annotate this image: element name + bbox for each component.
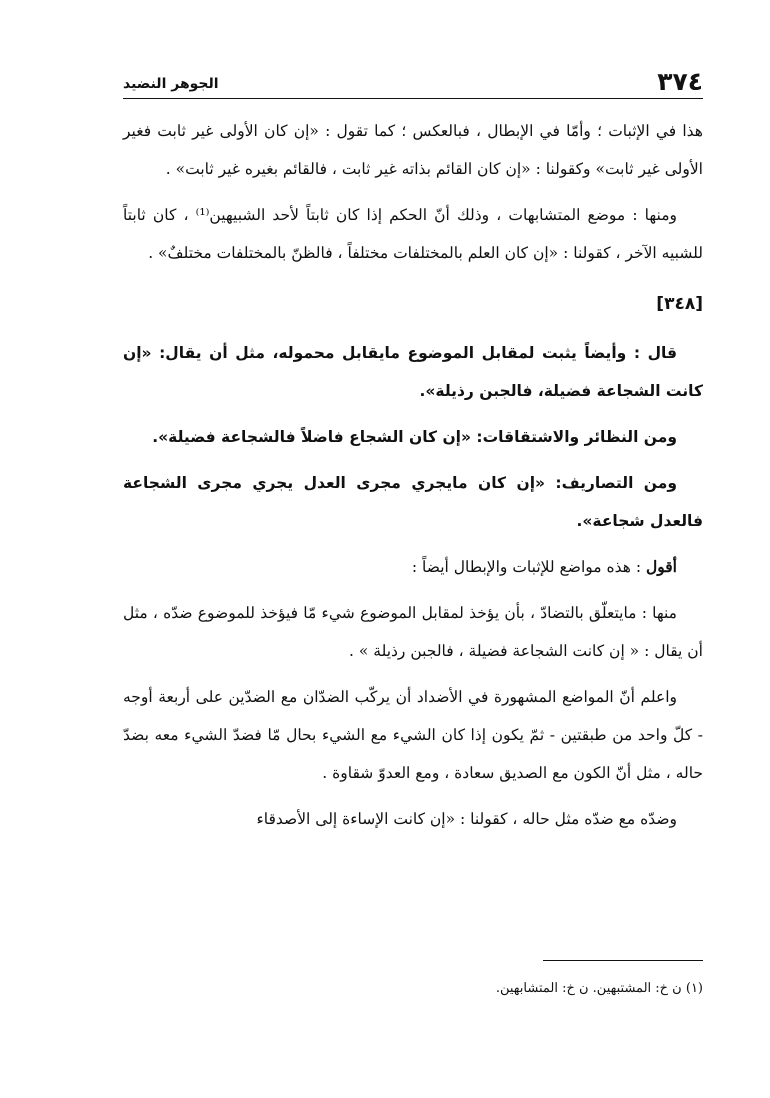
page-number: ٣٧٤ xyxy=(657,67,703,96)
quote-1 xyxy=(123,334,703,410)
commentary-1 xyxy=(123,548,703,586)
running-title: الجوهر النضيد xyxy=(123,76,219,92)
footnote: (١) ن خ: المشتبهين. ن خ: المتشابهين. xyxy=(495,981,703,996)
quote-1-lead: قال xyxy=(647,344,677,362)
page-header xyxy=(123,62,703,99)
quote-2: ومن النظائر والاشتقاقات: «إن كان الشجاع فاضلاً فالشجاعة فضيلة». xyxy=(152,428,677,446)
quote-1-text: : وأيضاً يثبت لمقابل الموضوع مايقابل محموله، مثل أن يقال: «إن كانت الشجاعة فضيلة، فالجبن رذيلة». xyxy=(123,344,703,400)
commentary-3: واعلم أنّ المواضع المشهورة في الأضداد أن يركّب الضدّان مع الضدّين على أربعة أوجه - كلّ واحد من طبقتين - ثمّ يكون إذا كان الشيء مع الشيء بحال مّا فضدّ الشيء معه بضدّ حاله ، مثل أنّ الكون مع الصديق سعادة ، ومع العدوّ شقاوة . xyxy=(123,688,703,782)
commentary-1-text: : هذه مواضع للإثبات والإبطال أيضاً : xyxy=(411,558,646,576)
commentary-4: وضدّه مع ضدّه مثل حاله ، كقولنا : «إن كانت الإساءة إلى الأصدقاء xyxy=(256,810,677,828)
commentary-1-lead: أقول xyxy=(646,557,677,576)
paragraph-2: ومنها : موضع المتشابهات ، وذلك أنّ الحكم إذا كان ثابتاً لأحد الشبيهين⁽¹⁾ ، كان ثابتاً للشبيه الآخر ، كقولنا : «إن كان العلم بالمختلفات مختلفاً ، فالظنّ بالمختلفات مختلفٌ» . xyxy=(123,206,703,262)
commentary-2: منها : مايتعلّق بالتضادّ ، بأن يؤخذ لمقابل الموضوع شيء مّا فيؤخذ للموضوع ضدّه ، مثل أن يقال : « إن كانت الشجاعة فضيلة ، فالجبن رذيلة » . xyxy=(123,604,703,660)
quote-3: ومن التصاريف: «إن كان مايجري مجرى العدل يجري مجرى الشجاعة فالعدل شجاعة». xyxy=(123,474,703,530)
body-text xyxy=(123,112,703,846)
section-number: [٣٤٨] xyxy=(656,294,703,314)
paragraph-1: هذا في الإثبات ؛ وأمّا في الإبطال ، فبالعكس ؛ كما تقول : «إن كان الأولى غير ثابت فغير الأولى غير ثابت» وكقولنا : «إن كان القائم بذاته غير ثابت ، فالقائم بغيره غير ثابت» . xyxy=(123,122,703,178)
footnote-divider xyxy=(543,960,703,961)
